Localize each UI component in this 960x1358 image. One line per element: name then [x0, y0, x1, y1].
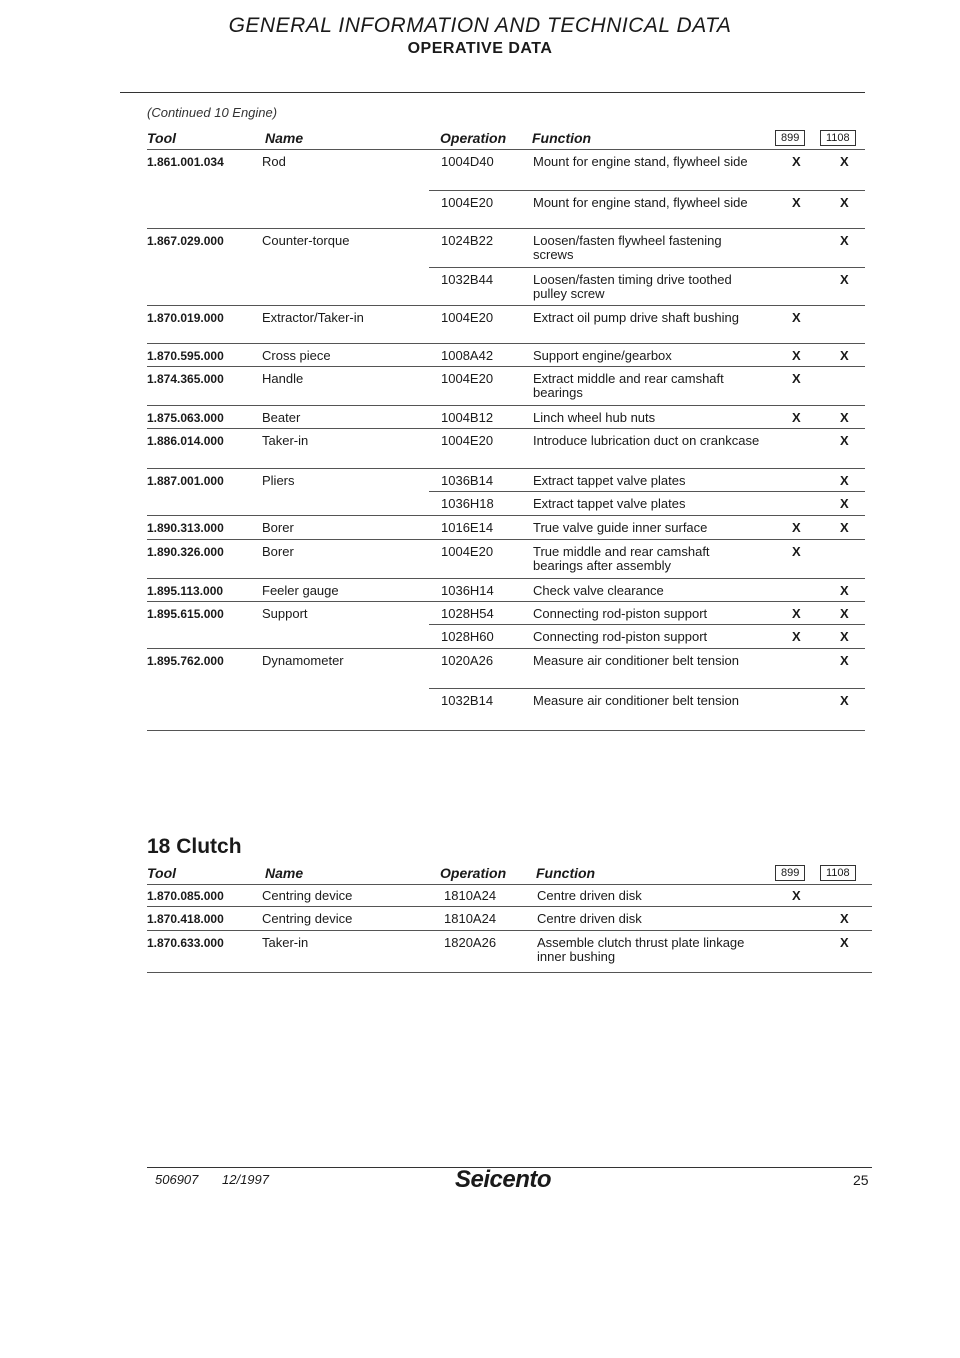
- model-1108-mark: X: [840, 195, 849, 210]
- model-1108-mark: X: [840, 653, 849, 668]
- model-1108-mark: X: [840, 473, 849, 488]
- tool-code: 1.874.365.000: [147, 372, 224, 386]
- row-rule: [147, 972, 872, 973]
- tool-name: Rod: [262, 154, 286, 169]
- tool-code: 1.861.001.034: [147, 155, 224, 169]
- function-text: Extract oil pump drive shaft bushing: [533, 310, 739, 325]
- operation-code: 1028H60: [441, 629, 494, 644]
- model-899-mark: X: [792, 606, 801, 621]
- tool-code: 1.870.085.000: [147, 889, 224, 903]
- tool-code: 1.870.633.000: [147, 936, 224, 950]
- tool-name: Taker-in: [262, 935, 309, 950]
- operation-code: 1036B14: [441, 473, 494, 488]
- tool-code: 1.890.313.000: [147, 521, 224, 535]
- row-rule: [147, 228, 865, 229]
- row-rule: [147, 930, 872, 931]
- tool-name: Beater: [262, 410, 301, 425]
- page-header-title: GENERAL INFORMATION AND TECHNICAL DATA: [228, 14, 732, 37]
- function-text: Connecting rod-piston support: [533, 606, 708, 621]
- document-date: 12/1997: [222, 1172, 269, 1187]
- tool-name: Centring device: [262, 911, 353, 926]
- function-text: Centre driven disk: [537, 888, 642, 903]
- row-rule: [147, 343, 865, 344]
- operation-code: 1032B44: [441, 272, 494, 287]
- operation-code: 1004E20: [441, 310, 494, 325]
- model-1108-mark: X: [840, 433, 849, 448]
- model-899-mark: X: [792, 544, 801, 559]
- operation-code: 1004E20: [441, 371, 494, 386]
- tool-name: Support: [262, 606, 308, 621]
- col-header-tool: Tool: [147, 130, 177, 146]
- operation-code: 1020A26: [441, 653, 494, 668]
- row-rule: [147, 648, 865, 649]
- tool-code: 1.895.615.000: [147, 607, 224, 621]
- col-header-name: Name: [265, 865, 304, 881]
- function-text: Mount for engine stand, flywheel side: [533, 195, 748, 210]
- row-rule: [147, 515, 865, 516]
- operation-code: 1036H14: [441, 583, 494, 598]
- tool-code: 1.886.014.000: [147, 434, 224, 448]
- model-1108-mark: X: [840, 935, 849, 950]
- col-header-tool: Tool: [147, 865, 177, 881]
- tool-code: 1.887.001.000: [147, 474, 224, 488]
- function-text: Centre driven disk: [537, 911, 642, 926]
- model-1108-mark: X: [840, 233, 849, 248]
- model-1108-badge: 1108: [820, 130, 856, 146]
- operation-code: 1004B12: [441, 410, 494, 425]
- function-text: Loosen/fasten timing drive toothed pulley screw: [533, 272, 732, 301]
- model-899-mark: X: [792, 629, 801, 644]
- operation-code: 1028H54: [441, 606, 494, 621]
- operation-code: 1004D40: [441, 154, 494, 169]
- operation-code: 1004E20: [441, 433, 494, 448]
- section-heading-clutch: 18 Clutch: [147, 835, 242, 858]
- tool-code: 1.867.029.000: [147, 234, 224, 248]
- row-rule: [429, 624, 865, 625]
- tool-code: 1.870.019.000: [147, 311, 224, 325]
- tool-name: Centring device: [262, 888, 353, 903]
- operation-code: 1016E14: [441, 520, 494, 535]
- row-rule: [429, 190, 865, 191]
- model-1108-mark: X: [840, 154, 849, 169]
- function-text: Check valve clearance: [533, 583, 664, 598]
- row-rule: [147, 578, 865, 579]
- document-code: 506907: [155, 1172, 199, 1187]
- tool-name: Borer: [262, 520, 294, 535]
- function-text: Extract tappet valve plates: [533, 473, 686, 488]
- model-1108-mark: X: [840, 693, 849, 708]
- col-header-name: Name: [265, 130, 304, 146]
- header-divider: [120, 92, 865, 93]
- row-rule: [147, 366, 865, 367]
- function-text: Extract middle and rear camshaft bearings: [533, 371, 724, 400]
- operation-code: 1820A26: [444, 935, 497, 950]
- row-rule: [147, 305, 865, 306]
- model-1108-mark: X: [840, 348, 849, 363]
- function-text: Connecting rod-piston support: [533, 629, 708, 644]
- function-text: Extract tappet valve plates: [533, 496, 686, 511]
- model-899-mark: X: [792, 195, 801, 210]
- tool-name: Counter-torque: [262, 233, 350, 248]
- function-text: Introduce lubrication duct on crankcase: [533, 433, 760, 448]
- row-rule: [147, 539, 865, 540]
- tool-code: 1.870.418.000: [147, 912, 224, 926]
- row-rule: [429, 688, 865, 689]
- model-899-mark: X: [792, 371, 801, 386]
- model-1108-mark: X: [840, 272, 849, 287]
- tool-code: 1.875.063.000: [147, 411, 224, 425]
- operation-code: 1024B22: [441, 233, 494, 248]
- page-header-subtitle: OPERATIVE DATA: [407, 40, 553, 57]
- model-1108-mark: X: [840, 583, 849, 598]
- model-1108-mark: X: [840, 629, 849, 644]
- tool-name: Pliers: [262, 473, 295, 488]
- model-899-mark: X: [792, 888, 801, 903]
- tool-name: Cross piece: [262, 348, 331, 363]
- continued-note: (Continued 10 Engine): [147, 105, 278, 120]
- operation-code: 1032B14: [441, 693, 494, 708]
- function-text: Mount for engine stand, flywheel side: [533, 154, 748, 169]
- row-rule: [147, 601, 865, 602]
- row-rule: [147, 405, 865, 406]
- operation-code: 1036H18: [441, 496, 494, 511]
- row-rule: [429, 491, 865, 492]
- col-header-function: Function: [536, 865, 596, 881]
- operation-code: 1004E20: [441, 544, 494, 559]
- operation-code: 1810A24: [444, 888, 497, 903]
- tool-name: Taker-in: [262, 433, 309, 448]
- model-1108-mark: X: [840, 606, 849, 621]
- function-text: True middle and rear camshaft bearings after assembly: [533, 544, 710, 573]
- function-text: Measure air conditioner belt tension: [533, 693, 739, 708]
- tool-code: 1.870.595.000: [147, 349, 224, 363]
- tool-code: 1.895.113.000: [147, 584, 224, 598]
- tool-code: 1.895.762.000: [147, 654, 224, 668]
- function-text: Assemble clutch thrust plate linkage inner bushing: [537, 935, 745, 964]
- tool-code: 1.890.326.000: [147, 545, 224, 559]
- tool-name: Handle: [262, 371, 304, 386]
- function-text: Measure air conditioner belt tension: [533, 653, 739, 668]
- model-1108-badge: 1108: [820, 865, 856, 881]
- row-rule: [147, 906, 872, 907]
- col-header-function: Function: [532, 130, 592, 146]
- model-899-mark: X: [792, 410, 801, 425]
- page-number: 25: [853, 1172, 869, 1188]
- row-rule: [147, 730, 865, 731]
- function-text: Loosen/fasten flywheel fastening screws: [533, 233, 722, 262]
- model-899-mark: X: [792, 348, 801, 363]
- tool-name: Extractor/Taker-in: [262, 310, 364, 325]
- row-rule: [429, 267, 865, 268]
- operation-code: 1810A24: [444, 911, 497, 926]
- engine-header-rule: [147, 149, 865, 150]
- model-899-badge: 899: [775, 865, 805, 881]
- operation-code: 1004E20: [441, 195, 494, 210]
- row-rule: [147, 428, 865, 429]
- tool-name: Dynamometer: [262, 653, 344, 668]
- model-899-mark: X: [792, 520, 801, 535]
- model-899-mark: X: [792, 310, 801, 325]
- function-text: Linch wheel hub nuts: [533, 410, 656, 425]
- clutch-header-rule: [147, 884, 872, 885]
- col-header-operation: Operation: [440, 865, 507, 881]
- row-rule: [147, 468, 865, 469]
- col-header-operation: Operation: [440, 130, 507, 146]
- function-text: Support engine/gearbox: [533, 348, 672, 363]
- function-text: True valve guide inner surface: [533, 520, 708, 535]
- model-1108-mark: X: [840, 496, 849, 511]
- model-899-mark: X: [792, 154, 801, 169]
- tool-name: Borer: [262, 544, 294, 559]
- operation-code: 1008A42: [441, 348, 494, 363]
- tool-name: Feeler gauge: [262, 583, 339, 598]
- model-899-badge: 899: [775, 130, 805, 146]
- model-1108-mark: X: [840, 911, 849, 926]
- brand-logo: Seicento: [455, 1166, 552, 1193]
- model-1108-mark: X: [840, 410, 849, 425]
- model-1108-mark: X: [840, 520, 849, 535]
